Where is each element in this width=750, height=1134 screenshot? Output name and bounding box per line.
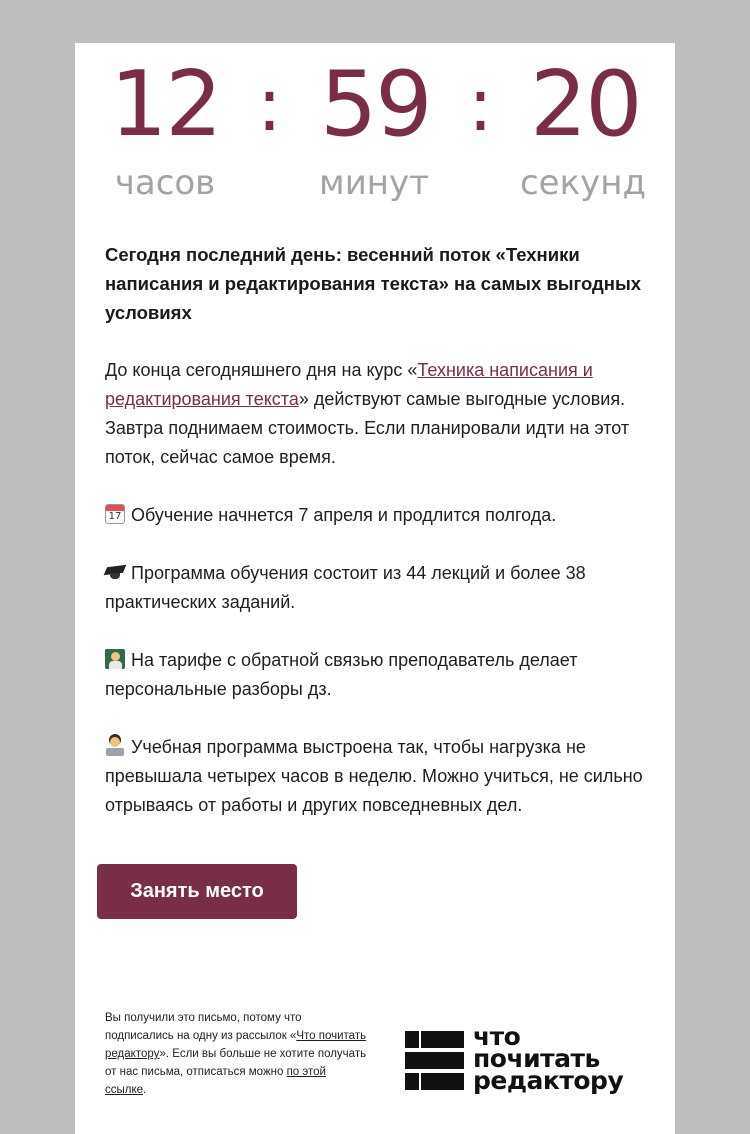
email-headline: Сегодня последний день: весенний поток «Техники написания и редактирования текста» на самых выгодных условиях [105,244,642,323]
logo-line: что [473,1022,521,1051]
bullet-text: На тарифе с обратной связью преподаватель делает персональные разборы дз. [105,650,578,699]
brand-logo[interactable] [405,1022,645,1098]
bullet-text: Программа обучения состоит из 44 лекций и более 38 практических заданий. [105,563,586,612]
graduation-cap-icon [105,562,125,582]
course-link[interactable]: Техника написания и редактирования текста [105,360,593,409]
footer-text: . [143,1084,147,1096]
footer-disclaimer [105,1009,370,1099]
footer-text: ». Если вы больше не хотите получать от нас письма, отписаться можно [105,1048,367,1078]
timer-minutes-label: минут [319,163,429,203]
bullet-workload [105,733,650,820]
bullet-program [105,559,650,617]
footer-text: Вы получили это письмо, потому что подписались на одну из рассылок « [105,1012,302,1042]
teacher-icon [105,649,125,669]
timer-hours: 12 [110,52,221,157]
timer-minutes: 59 [320,52,431,157]
countdown-timer [75,43,675,213]
bullet-text: Учебная программа выстроена так, чтобы нагрузка не превышала четырех часов в неделю. Можно учиться, не сильно отрываясь от работы и других повседневных дел. [105,737,643,815]
email-card [75,43,675,1134]
intro-paragraph [105,356,650,472]
intro-text-after: » действуют самые выгодные условия. Завтра поднимаем стоимость. Если планировали идти на этот поток, сейчас самое время. [105,389,630,467]
take-seat-button[interactable]: Занять место [97,864,297,919]
timer-separator: : [257,62,282,148]
timer-seconds-label: секунд [519,163,646,203]
logo-mark-icon [405,1031,464,1090]
email-body [105,240,650,849]
logo-wordmark [473,1022,624,1095]
unsubscribe-link[interactable]: по этой ссылке [105,1066,326,1096]
bullet-feedback [105,646,650,704]
logo-line: почитать [473,1044,600,1073]
bullet-start-date [105,501,650,530]
logo-line: редактору [473,1066,624,1095]
calendar-icon [105,504,125,524]
newsletter-link[interactable]: Что почитать редактору [105,1030,367,1060]
intro-text-before: До конца сегодняшнего дня на курс « [105,360,418,380]
timer-separator: : [468,62,493,148]
bullet-text: Обучение начнется 7 апреля и продлится полгода. [131,505,557,525]
timer-seconds: 20 [530,52,641,157]
laptop-person-icon [105,736,125,756]
timer-hours-label: часов [114,163,216,203]
